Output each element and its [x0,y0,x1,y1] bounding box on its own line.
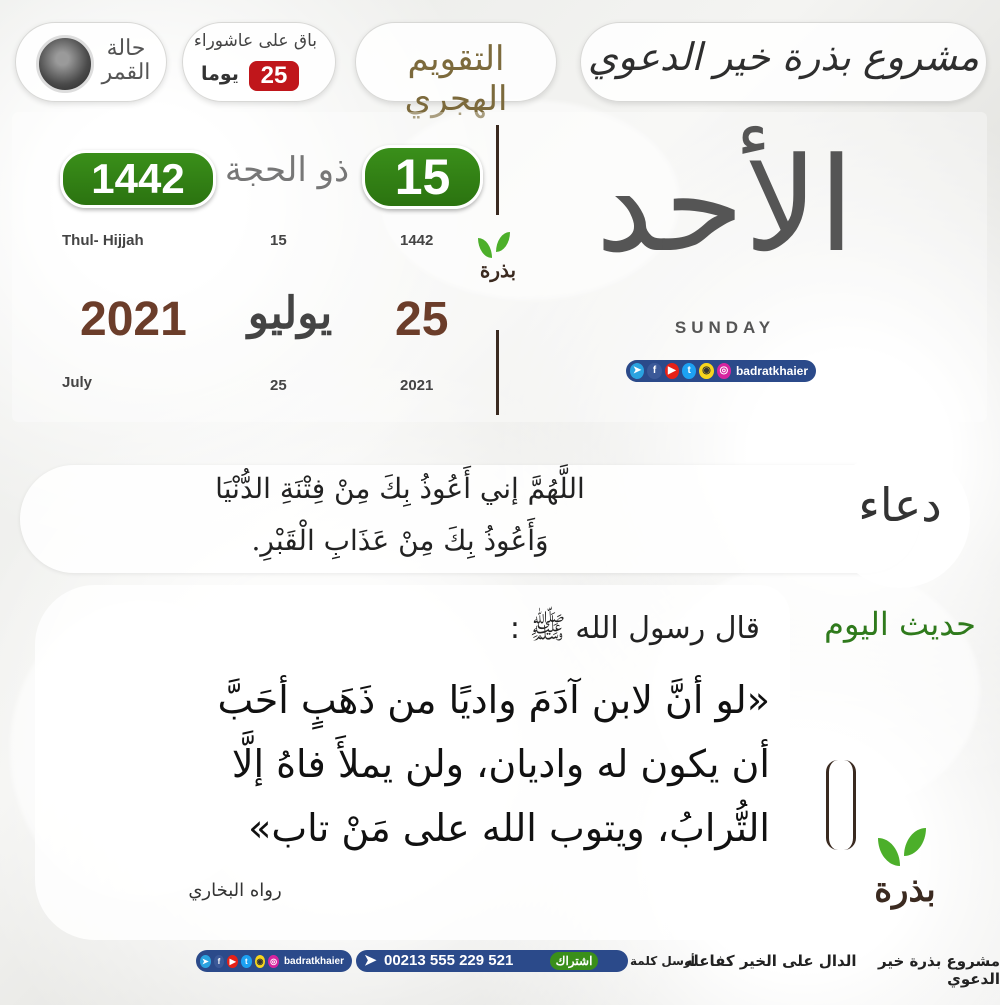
hadith-title: حديث اليوم [824,605,976,643]
ashura-countdown-title: باق على عاشوراء [193,31,317,51]
leaf-icon [904,828,926,856]
footer-social-bar[interactable] [196,950,352,972]
footer-social-handle: badratkhaier [283,955,344,967]
hijri-year-badge: 1442 [60,150,216,208]
facebook-icon[interactable]: f [647,363,661,379]
youtube-icon[interactable]: ▶ [227,955,238,968]
moon-phase-pill [15,22,167,102]
ornament-divider [826,760,856,850]
project-title-pill [580,22,987,102]
moon-icon [36,35,94,93]
hijri-year-label: 1442 [400,232,434,249]
divider-top [496,125,499,215]
social-handle-bar[interactable] [626,360,816,382]
leaf-icon [878,838,900,866]
facebook-icon[interactable]: f [214,955,225,968]
hijri-day-badge: 15 [362,145,483,209]
hadith-line-3: التُّرابُ، ويتوب الله على مَنْ تاب» [248,806,770,850]
footer-motto: الدال على الخير كفاعله [684,952,857,970]
project-title: مشروع بذرة خير الدعوي [587,35,980,79]
hijri-month-arabic: ذو الحجة [224,150,350,190]
send-word-label: أرسل كلمة [630,954,695,968]
telegram-icon: ➤ [364,952,377,969]
hijri-calendar-title: التقويم الهجري [404,39,508,119]
ashura-days-count: 25 [249,61,299,91]
hijri-calendar-pill [355,22,557,119]
youtube-icon[interactable]: ▶ [665,363,679,379]
telegram-icon[interactable]: ➤ [630,363,644,379]
dua-line-2: وَأَعُوذُ بِكَ مِنْ عَذَابِ الْقَبْرِ. [251,524,549,557]
dua-title: دعاء [858,478,942,532]
subscribe-button[interactable]: اشتراك [550,952,598,970]
hijri-month-label: Thul- Hijjah [62,232,144,249]
hadith-line-1: «لو أنَّ لابن آدَمَ واديًا من ذَهَبٍ أحَبَّ [217,678,770,722]
weekday-arabic: الأحد [595,129,855,281]
instagram-icon[interactable]: ◎ [270,956,278,966]
phone-number: 00213 555 229 521 [384,952,514,969]
gregorian-month-arabic: يوليو [247,288,333,339]
instagram-icon[interactable]: ◎ [717,363,731,379]
phone-number-pill[interactable] [356,950,628,972]
hadith-line-2: أن يكون له واديان، ولن يملأَ فاهُ إلَّا [231,742,770,786]
badra-logo: بذرة [479,258,517,282]
ashura-countdown-pill [182,22,336,102]
hadith-intro: قال رسول الله ﷺ : [509,611,760,646]
gregorian-year: 2021 [80,293,187,346]
moon-phase-label: حالة القمر [101,36,151,85]
social-handle: badratkhaier [735,364,808,378]
gregorian-year-label: 2021 [400,377,434,394]
badra-logo-large: بذرة [874,870,936,910]
hadith-source: رواه البخاري [188,880,282,901]
twitter-icon[interactable]: t [682,363,696,379]
gregorian-month-label: July [62,374,93,391]
ashura-days-unit: يوما [201,63,239,85]
snapchat-icon[interactable]: ◉ [699,363,713,379]
telegram-icon[interactable]: ➤ [201,956,209,966]
dua-line-1: اللَّهُمَّ إني أَعُوذُ بِكَ مِنْ فِتْنَةِ الدُّنْيَا [215,472,585,505]
snapchat-icon[interactable]: ◉ [256,956,264,966]
weekday-english: SUNDAY [674,318,776,337]
divider-bottom [496,330,499,415]
hijri-day-label: 15 [270,232,287,249]
gregorian-day-label: 25 [270,377,287,394]
twitter-icon[interactable]: t [241,955,252,968]
gregorian-day: 25 [395,293,449,346]
footer-project-name: مشروع بذرة خير الدعوي [878,952,1000,988]
